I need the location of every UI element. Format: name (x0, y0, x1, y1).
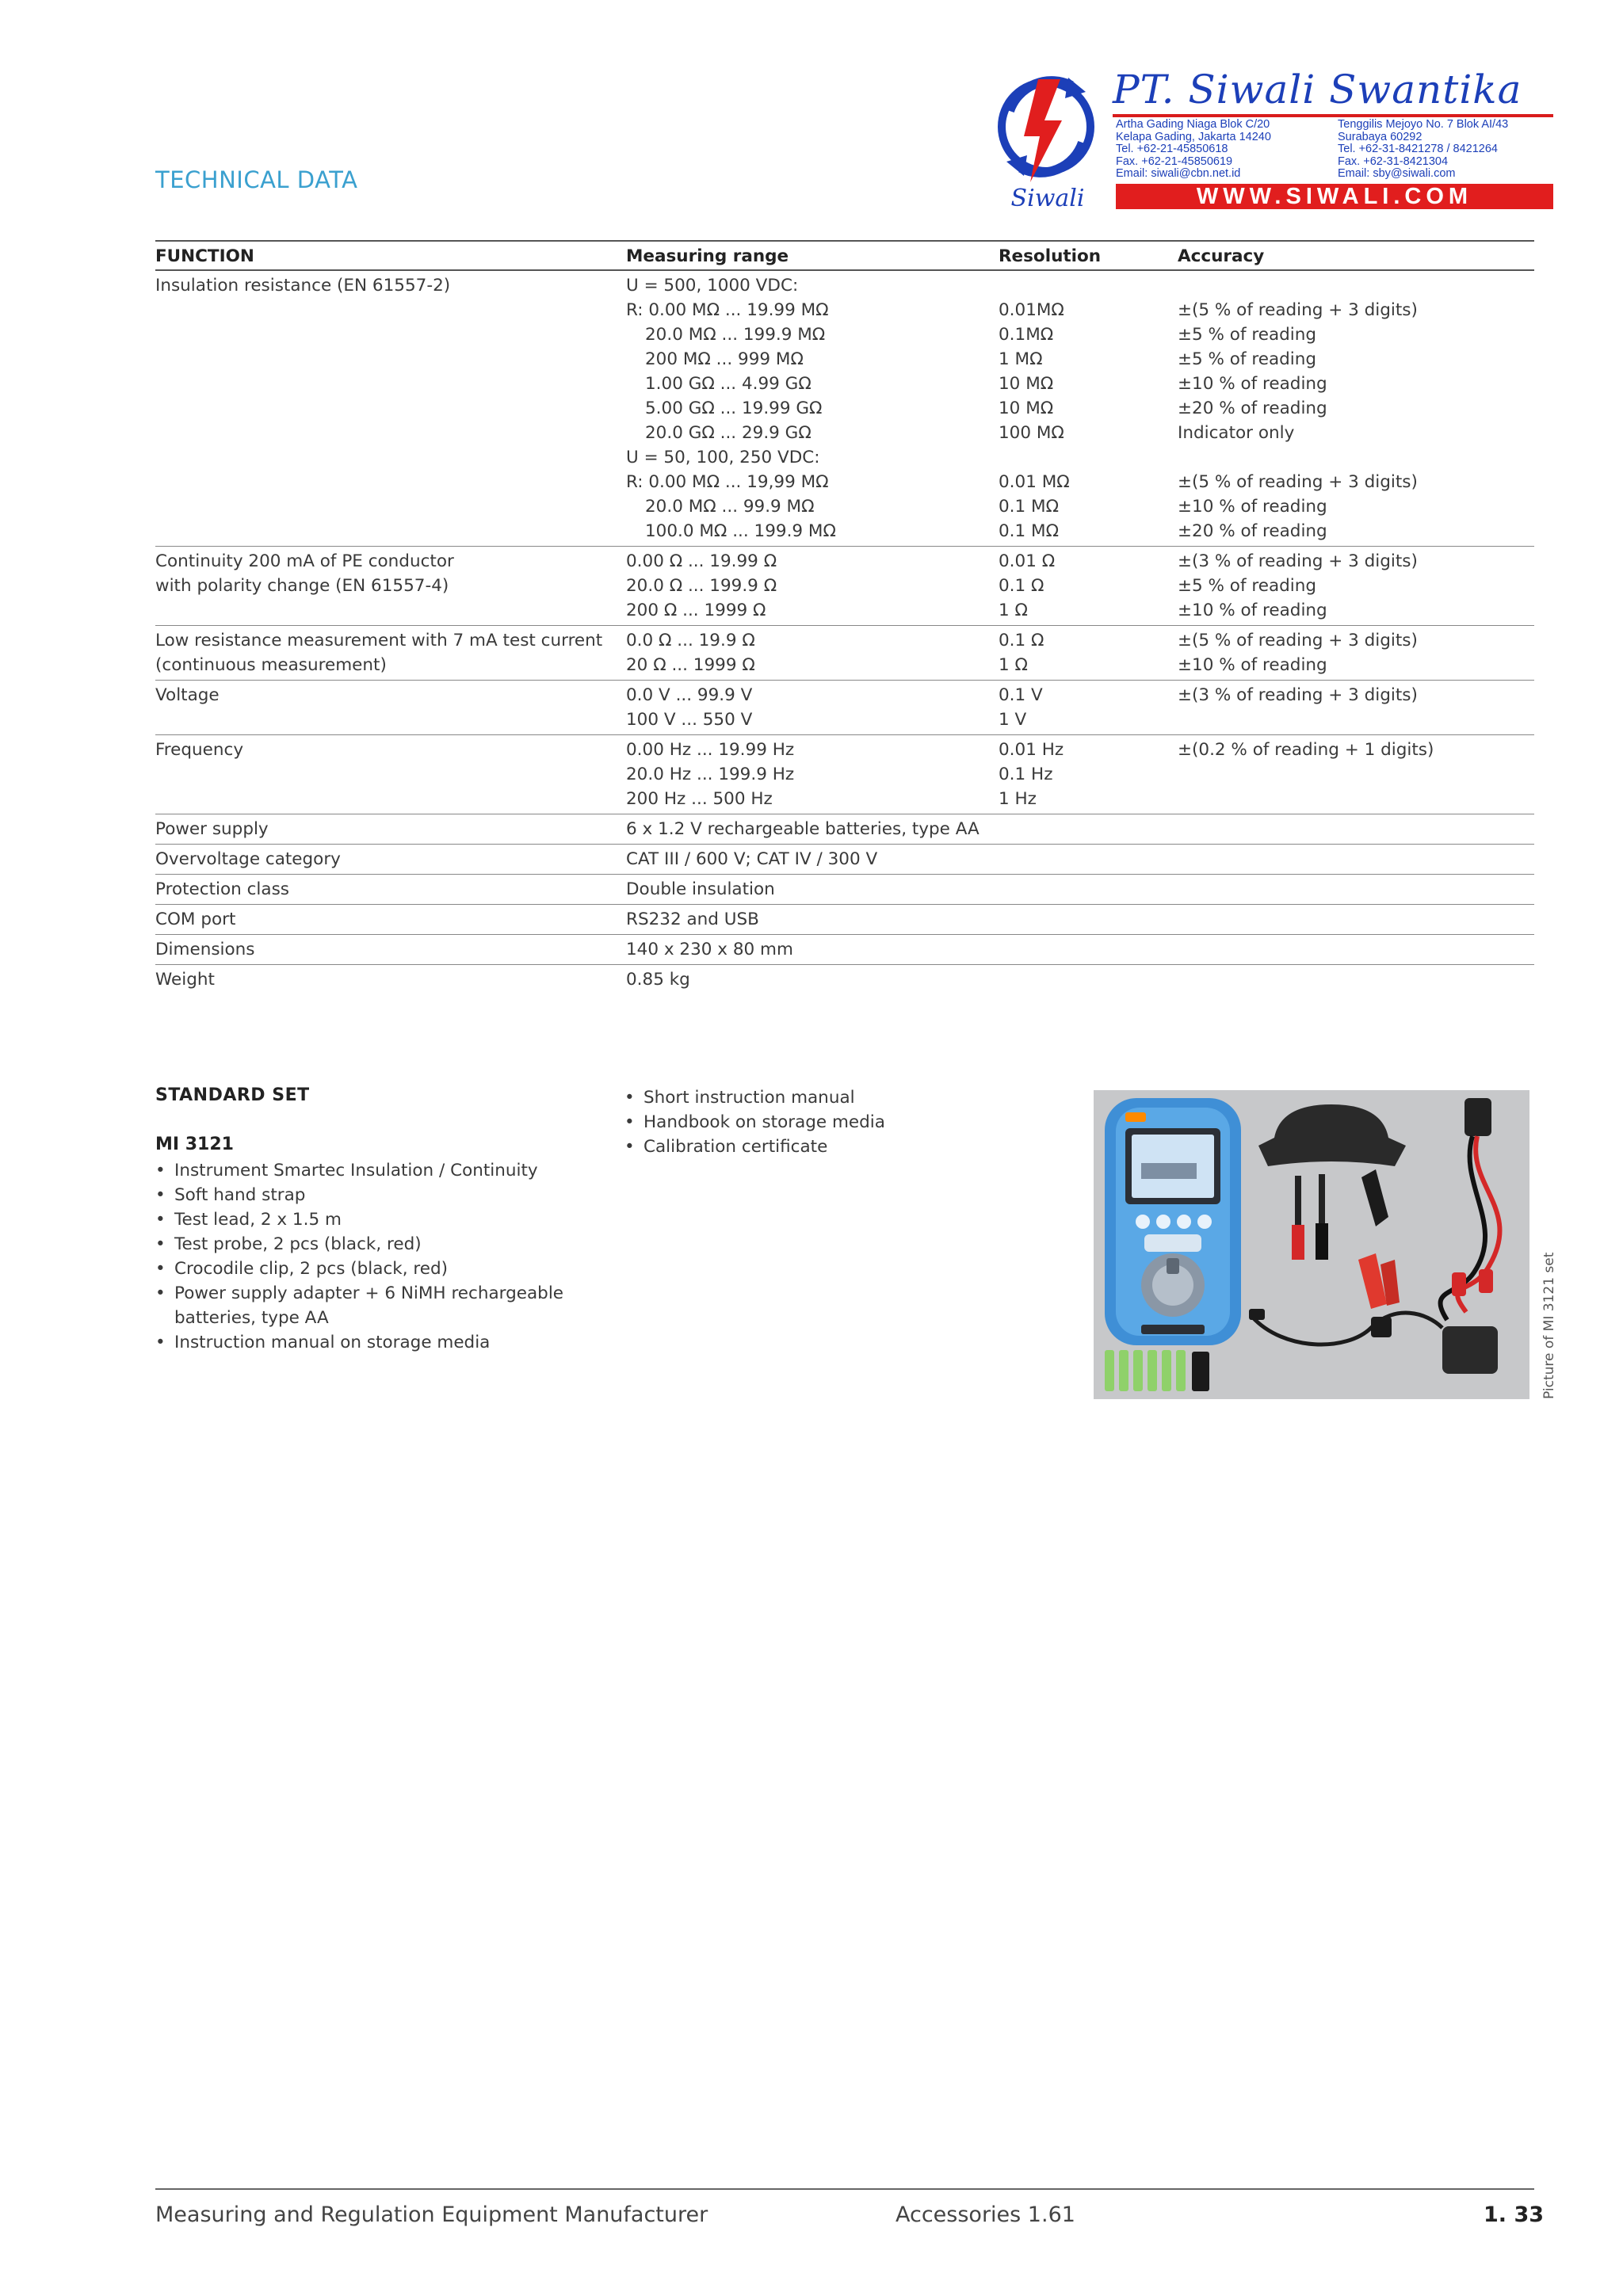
cell-line: 1 Hz (999, 789, 1037, 809)
cell-line: 0.1 V (999, 685, 1043, 705)
address-line: Tenggilis Mejoyo No. 7 Blok AI/43 (1338, 118, 1509, 131)
address-line: Artha Gading Niaga Blok C/20 (1116, 118, 1270, 131)
address-line: Kelapa Gading, Jakarta 14240 (1116, 130, 1271, 143)
cell-line: 1 Ω (999, 601, 1028, 620)
cell-measuring-range (626, 814, 999, 845)
page-number: 1. 33 (1484, 2203, 1545, 2227)
cell-line: 0.1MΩ (999, 325, 1054, 345)
product-set-photo (1094, 1090, 1529, 1399)
cell-resolution (999, 875, 1178, 905)
cell-line: 200 Hz ... 500 Hz (626, 789, 773, 809)
cell-function (155, 681, 626, 735)
list-item: • Soft hand strap (155, 1183, 567, 1207)
cell-resolution (999, 905, 1178, 935)
cell-line: 0.1 MΩ (999, 521, 1060, 541)
cell-line: Indicator only (1178, 423, 1295, 443)
cell-measuring-range (626, 845, 999, 875)
list-item: • Test lead, 2 x 1.5 m (155, 1207, 567, 1232)
cell-line: ±20 % of reading (1178, 399, 1327, 418)
footer-divider (155, 2188, 1534, 2190)
cell-line: 10 MΩ (999, 399, 1054, 418)
cell-line: 200 MΩ ... 999 MΩ (645, 349, 804, 369)
column-header-resolution: Resolution (999, 241, 1178, 270)
cell-line: 20 Ω ... 1999 Ω (626, 655, 755, 675)
table-row (155, 681, 1534, 735)
cell-line: ±10 % of reading (1178, 374, 1327, 394)
table-row (155, 905, 1534, 935)
cell-accuracy (1178, 965, 1534, 995)
company-name: PT. Siwali Swantika (1113, 67, 1522, 113)
cell-resolution (999, 845, 1178, 875)
cell-line: ±(5 % of reading + 3 digits) (1178, 472, 1418, 492)
cell-line: Power supply (155, 819, 269, 839)
cell-line: 0.01 MΩ (999, 472, 1070, 492)
cell-line: ±(5 % of reading + 3 digits) (1178, 300, 1418, 320)
table-row (155, 547, 1534, 626)
cell-resolution (999, 270, 1178, 547)
cell-line: Double insulation (626, 879, 775, 899)
cell-resolution (999, 626, 1178, 681)
address-line: Fax. +62-31-8421304 (1338, 154, 1449, 168)
table-body (155, 270, 1534, 994)
cell-line: Low resistance measurement with 7 mA test current (155, 631, 603, 650)
cell-line: Protection class (155, 879, 289, 899)
cell-line: 20.0 Ω ... 199.9 Ω (626, 576, 777, 596)
cell-line: ±10 % of reading (1178, 655, 1327, 675)
cell-line: 100 V ... 550 V (626, 710, 753, 730)
table-row (155, 814, 1534, 845)
list-item: • Instrument Smartec Insulation / Continuity (155, 1158, 567, 1183)
cell-line: with polarity change (EN 61557-4) (155, 576, 449, 596)
cell-accuracy (1178, 814, 1534, 845)
cell-line: ±20 % of reading (1178, 521, 1327, 541)
cell-line: 200 Ω ... 1999 Ω (626, 601, 766, 620)
cell-line: Voltage (155, 685, 220, 705)
cell-accuracy (1178, 935, 1534, 965)
cell-accuracy (1178, 681, 1534, 735)
address-line: Email: siwali@cbn.net.id (1116, 167, 1241, 180)
cell-line: ±5 % of reading (1178, 349, 1317, 369)
cell-line: Continuity 200 mA of PE conductor (155, 551, 454, 571)
website-link[interactable]: WWW.SIWALI.COM (1116, 184, 1553, 209)
siwali-emblem-icon (992, 63, 1103, 212)
cell-resolution (999, 681, 1178, 735)
table-row (155, 845, 1534, 875)
cell-function (155, 626, 626, 681)
logo-divider (1113, 114, 1553, 117)
cell-line: ±10 % of reading (1178, 601, 1327, 620)
cell-line: 0.0 V ... 99.9 V (626, 685, 753, 705)
cell-line: 6 x 1.2 V rechargeable batteries, type AA (626, 819, 980, 839)
cell-measuring-range (626, 681, 999, 735)
cell-measuring-range (626, 547, 999, 626)
list-item: • Short instruction manual (624, 1085, 1021, 1110)
cell-function (155, 935, 626, 965)
cell-accuracy (1178, 547, 1534, 626)
cell-line: 0.01MΩ (999, 300, 1064, 320)
instrument-icon (1105, 1098, 1241, 1345)
cell-measuring-range (626, 905, 999, 935)
cell-line: COM port (155, 910, 236, 929)
cell-line: 0.1 MΩ (999, 497, 1060, 517)
cell-accuracy (1178, 875, 1534, 905)
cell-measuring-range (626, 965, 999, 995)
list-item: • Test probe, 2 pcs (black, red) (155, 1232, 567, 1257)
standard-set-list (155, 1158, 567, 1355)
table-row (155, 935, 1534, 965)
cell-accuracy (1178, 270, 1534, 547)
cell-line: Weight (155, 970, 215, 990)
cell-line: 20.0 Hz ... 199.9 Hz (626, 765, 795, 784)
cell-accuracy (1178, 735, 1534, 814)
cell-line: Frequency (155, 740, 244, 760)
cell-function (155, 905, 626, 935)
jakarta-address (1116, 119, 1346, 181)
cell-accuracy (1178, 626, 1534, 681)
cell-accuracy (1178, 845, 1534, 875)
cell-line: CAT III / 600 V; CAT IV / 300 V (626, 849, 878, 869)
photo-caption: Picture of MI 3121 set (1541, 1252, 1557, 1399)
company-logo (992, 63, 1553, 212)
list-item: • Calibration certificate (624, 1135, 1021, 1159)
cell-line: 1 MΩ (999, 349, 1043, 369)
cell-line: 0.1 Ω (999, 631, 1044, 650)
cell-line: 20.0 GΩ ... 29.9 GΩ (645, 423, 812, 443)
cell-line (999, 273, 1178, 298)
cell-line: 100.0 MΩ ... 199.9 MΩ (645, 521, 836, 541)
cell-function (155, 845, 626, 875)
cell-line: Overvoltage category (155, 849, 341, 869)
cell-line: U = 500, 1000 VDC: (626, 276, 799, 296)
table-header-row (155, 241, 1534, 270)
address-line: Fax. +62-21-45850619 (1116, 154, 1233, 168)
cell-line: 0.00 Ω ... 19.99 Ω (626, 551, 777, 571)
page-title: TECHNICAL DATA (155, 166, 358, 193)
cell-line: 1 Ω (999, 655, 1028, 675)
list-item: • Power supply adapter + 6 NiMH rechargeable batteries, type AA (155, 1281, 567, 1330)
standard-set-list-continued (624, 1085, 1021, 1159)
cell-line: 5.00 GΩ ... 19.99 GΩ (645, 399, 823, 418)
cell-line: 1 V (999, 710, 1027, 730)
cell-line: Dimensions (155, 940, 255, 959)
logo-mark-text: Siwali (1010, 185, 1085, 212)
column-header-accuracy: Accuracy (1178, 241, 1534, 270)
cell-line: 100 MΩ (999, 423, 1064, 443)
cell-line: R: 0.00 MΩ ... 19.99 MΩ (626, 300, 829, 320)
list-item: • Crocodile clip, 2 pcs (black, red) (155, 1257, 567, 1281)
cell-line: 10 MΩ (999, 374, 1054, 394)
column-header-function: FUNCTION (155, 241, 626, 270)
cell-line: 140 x 230 x 80 mm (626, 940, 793, 959)
cell-function (155, 270, 626, 547)
address-line: Tel. +62-21-45850618 (1116, 143, 1228, 155)
table-row (155, 626, 1534, 681)
table-row (155, 270, 1534, 547)
cell-accuracy (1178, 905, 1534, 935)
footer-tagline: Measuring and Regulation Equipment Manufacturer (155, 2203, 708, 2227)
cell-resolution (999, 735, 1178, 814)
cell-line: ±(0.2 % of reading + 1 digits) (1178, 740, 1434, 760)
cell-line (999, 445, 1178, 470)
mi3121-set-illustration (1094, 1090, 1529, 1399)
cell-line: 0.01 Ω (999, 551, 1056, 571)
cell-function (155, 735, 626, 814)
cell-line: R: 0.00 MΩ ... 19,99 MΩ (626, 472, 829, 492)
address-line: Tel. +62-31-8421278 / 8421264 (1338, 143, 1498, 155)
cell-line (1178, 273, 1534, 298)
cell-line: 20.0 MΩ ... 99.9 MΩ (645, 497, 815, 517)
surabaya-address (1338, 119, 1553, 181)
cell-measuring-range (626, 935, 999, 965)
cell-function (155, 965, 626, 995)
column-header-measuring-range: Measuring range (626, 241, 999, 270)
cell-line: ±5 % of reading (1178, 325, 1317, 345)
cell-function (155, 875, 626, 905)
cell-line: 0.00 Hz ... 19.99 Hz (626, 740, 795, 760)
cell-line: ±10 % of reading (1178, 497, 1327, 517)
cell-line: U = 50, 100, 250 VDC: (626, 448, 820, 467)
cell-line: 0.85 kg (626, 970, 690, 990)
table-row (155, 875, 1534, 905)
cell-line: 0.01 Hz (999, 740, 1064, 760)
cell-line: ±(5 % of reading + 3 digits) (1178, 631, 1418, 650)
cell-line: 0.1 Ω (999, 576, 1044, 596)
cell-line: ±(3 % of reading + 3 digits) (1178, 685, 1418, 705)
cell-measuring-range (626, 626, 999, 681)
cell-line: 0.1 Hz (999, 765, 1053, 784)
cell-line: 20.0 MΩ ... 199.9 MΩ (645, 325, 826, 345)
cell-line: ±5 % of reading (1178, 576, 1317, 596)
cell-measuring-range (626, 875, 999, 905)
technical-data-table (155, 240, 1534, 994)
cell-line: (continuous measurement) (155, 655, 387, 675)
standard-set-title: STANDARD SET (155, 1085, 310, 1105)
cell-resolution (999, 814, 1178, 845)
table-row (155, 965, 1534, 995)
batteries-icon (1105, 1350, 1209, 1391)
cell-line: Insulation resistance (EN 61557-2) (155, 276, 451, 296)
list-item: • Instruction manual on storage media (155, 1330, 567, 1355)
cell-line: RS232 and USB (626, 910, 759, 929)
cell-measuring-range (626, 735, 999, 814)
cell-line: 0.0 Ω ... 19.9 Ω (626, 631, 755, 650)
cell-resolution (999, 935, 1178, 965)
footer-section-reference: Accessories 1.61 (896, 2203, 1075, 2227)
cell-line: 1.00 GΩ ... 4.99 GΩ (645, 374, 812, 394)
cell-resolution (999, 547, 1178, 626)
address-line: Email: sby@siwali.com (1338, 167, 1456, 180)
address-line: Surabaya 60292 (1338, 130, 1423, 143)
cell-line (1178, 445, 1534, 470)
cell-line: ±(3 % of reading + 3 digits) (1178, 551, 1418, 571)
cell-function (155, 547, 626, 626)
cell-function (155, 814, 626, 845)
model-title: MI 3121 (155, 1135, 234, 1154)
list-item: • Handbook on storage media (624, 1110, 1021, 1135)
cell-measuring-range (626, 270, 999, 547)
cell-resolution (999, 965, 1178, 995)
table-row (155, 735, 1534, 814)
